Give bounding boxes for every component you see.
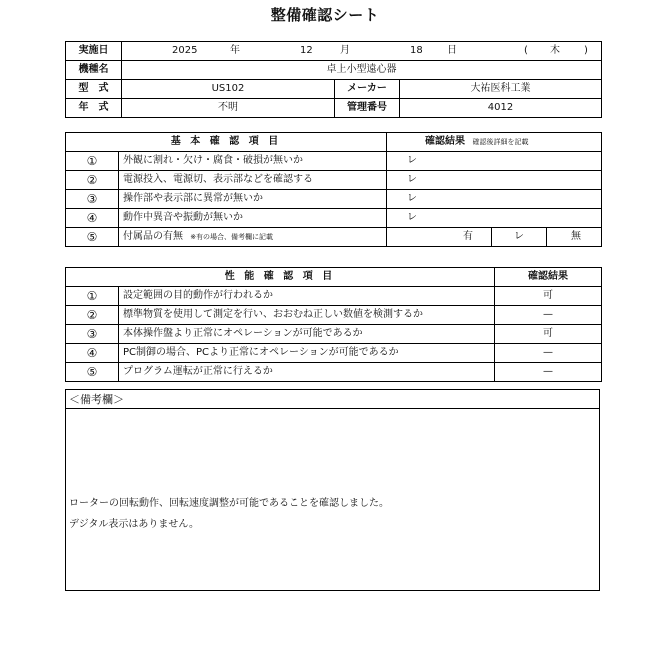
check-result[interactable]: レ	[387, 190, 602, 209]
item-text: プログラム運転が正常に行えるか	[119, 363, 495, 382]
check-result[interactable]: 可	[495, 325, 602, 344]
year-row	[66, 99, 602, 118]
day-unit: 日	[447, 45, 457, 56]
item-number: ⑤	[66, 228, 119, 247]
type-value[interactable]: US102	[122, 80, 335, 99]
type-label: 型 式	[66, 80, 122, 99]
check-result[interactable]: レ	[387, 209, 602, 228]
weekday-open: (	[524, 45, 528, 56]
item-text	[119, 228, 387, 247]
check-result[interactable]: 可	[495, 287, 602, 306]
maker-value[interactable]: 大祐医科工業	[400, 80, 602, 99]
manage-value[interactable]: 4012	[400, 99, 602, 118]
accessory-note: ※有の場合、備考欄に記載	[190, 233, 274, 241]
date-row	[66, 42, 602, 61]
item-text: 操作部や表示部に異常が無いか	[119, 190, 387, 209]
type-row	[66, 80, 602, 99]
remarks-line: デジタル表示はありません。	[69, 519, 199, 530]
table-row	[66, 306, 602, 325]
date-label: 実施日	[66, 42, 122, 61]
accessory-mark[interactable]: レ	[492, 228, 547, 247]
performance-header: 性 能 確 認 項 目	[66, 268, 495, 287]
item-number: ②	[66, 306, 119, 325]
basic-result-note: 確認後詳細を記載	[472, 138, 529, 146]
item-number: ①	[66, 287, 119, 306]
item-number: ⑤	[66, 363, 119, 382]
table-row	[66, 344, 602, 363]
table-row	[66, 209, 602, 228]
item-number: ④	[66, 209, 119, 228]
basic-header: 基 本 確 認 項 目	[66, 133, 387, 152]
performance-header-row	[66, 268, 602, 287]
item-number: ③	[66, 190, 119, 209]
remarks-box[interactable]	[65, 389, 600, 591]
item-number: ①	[66, 152, 119, 171]
accessory-no[interactable]: 無	[547, 228, 602, 247]
item-text: 電源投入、電源切、表示部などを確認する	[119, 171, 387, 190]
remarks-label: ＜備考欄＞	[69, 393, 124, 406]
date-value[interactable]	[122, 42, 602, 61]
check-result[interactable]: —	[495, 344, 602, 363]
accessory-row	[66, 228, 602, 247]
basic-result-header	[387, 133, 602, 152]
item-text: 本体操作盤より正常にオペレーションが可能であるか	[119, 325, 495, 344]
model-row	[66, 61, 602, 80]
accessory-yes[interactable]: 有	[387, 228, 492, 247]
info-table	[65, 41, 602, 118]
performance-result-header: 確認結果	[495, 268, 602, 287]
basic-result-label: 確認結果	[425, 136, 466, 147]
table-row	[66, 190, 602, 209]
check-result[interactable]: レ	[387, 152, 602, 171]
item-number: ③	[66, 325, 119, 344]
check-result[interactable]: —	[495, 306, 602, 325]
page-title: 整備確認シート	[270, 6, 380, 24]
item-text: 動作中異音や振動が無いか	[119, 209, 387, 228]
check-result[interactable]: —	[495, 363, 602, 382]
model-year-value[interactable]: 不明	[122, 99, 335, 118]
table-row	[66, 287, 602, 306]
table-row	[66, 152, 602, 171]
accessory-text: 付属品の有無	[123, 231, 183, 242]
item-number: ④	[66, 344, 119, 363]
remarks-divider	[66, 408, 599, 409]
remarks-line: ローターの回転動作、回転速度調整が可能であることを確認しました。	[69, 498, 389, 509]
check-result[interactable]: レ	[387, 171, 602, 190]
manage-label: 管理番号	[335, 99, 400, 118]
basic-header-row	[66, 133, 602, 152]
year-value: 2025	[172, 45, 198, 56]
year-unit: 年	[230, 45, 240, 56]
weekday-close: )	[584, 45, 588, 56]
model-year-label: 年 式	[66, 99, 122, 118]
performance-check-table	[65, 267, 602, 382]
item-number: ②	[66, 171, 119, 190]
maker-label: メーカー	[335, 80, 400, 99]
item-text: 設定範囲の目的動作が行われるか	[119, 287, 495, 306]
item-text: PC制御の場合、PCより正常にオペレーションが可能であるか	[119, 344, 495, 363]
item-text: 標準物質を使用して測定を行い、おおむね正しい数値を検測するか	[119, 306, 495, 325]
weekday-value: 木	[550, 45, 560, 56]
table-row	[66, 325, 602, 344]
month-value: 12	[300, 45, 313, 56]
model-value[interactable]: 卓上小型遠心器	[122, 61, 602, 80]
table-row	[66, 171, 602, 190]
item-text: 外観に割れ・欠け・腐食・破損が無いか	[119, 152, 387, 171]
day-value: 18	[410, 45, 423, 56]
model-label: 機種名	[66, 61, 122, 80]
table-row	[66, 363, 602, 382]
month-unit: 月	[340, 45, 350, 56]
basic-check-table	[65, 132, 602, 247]
